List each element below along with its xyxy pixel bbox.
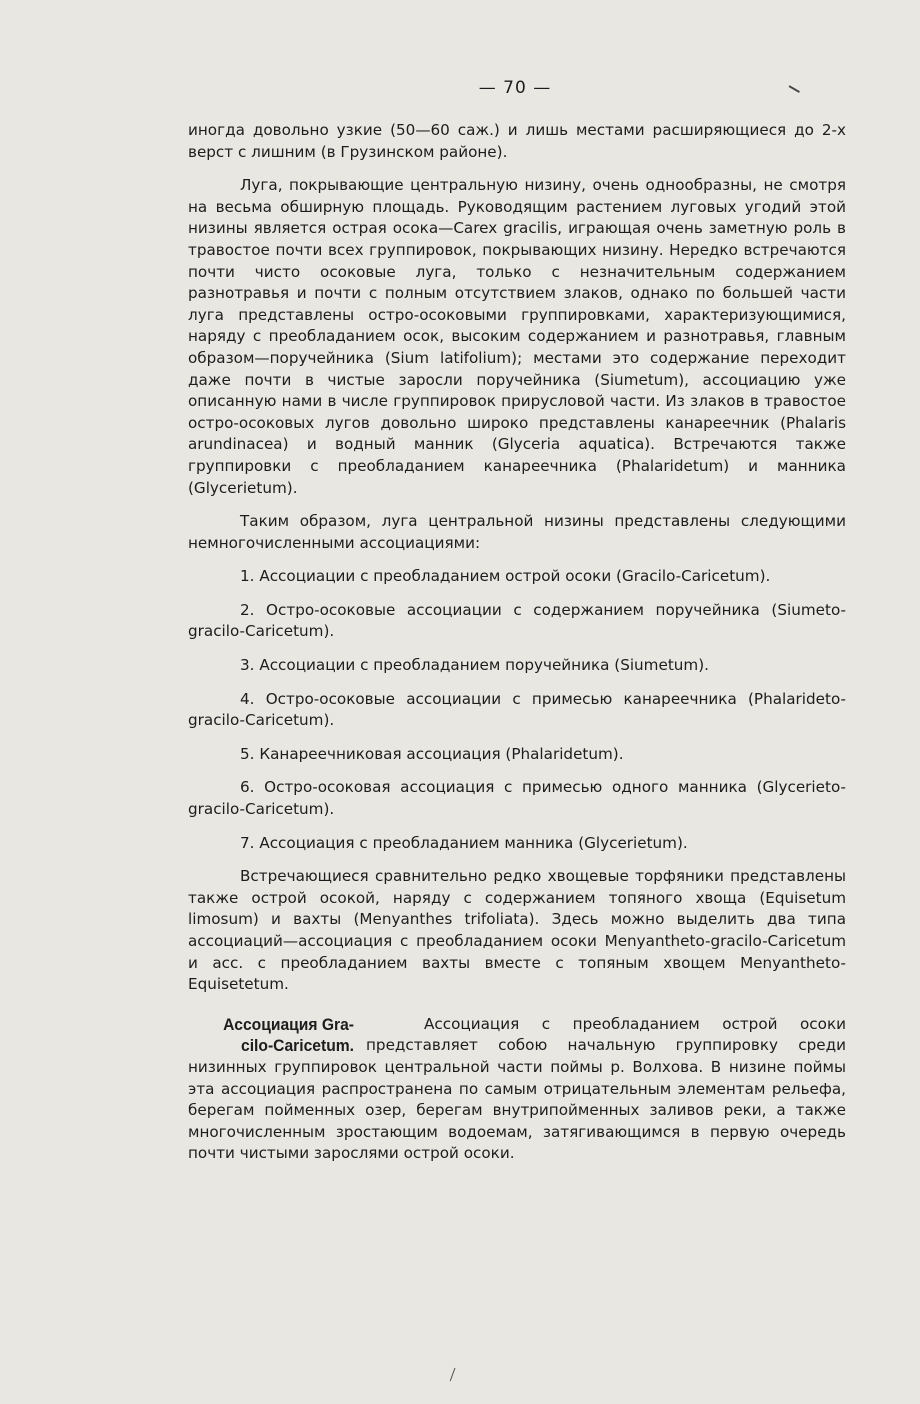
association-item-2: 2. Остро-осоковые ассоциации с содержанием поручейника (Siumeto-gracilo-Caricetum). (188, 600, 846, 641)
stray-mark (450, 1368, 459, 1383)
paragraph-continuation: иногда довольно узкие (50—60 саж.) и лишь местами расширяющиеся до 2-х верст с лишним (в Грузинском районе). (188, 121, 846, 161)
side-heading-line-1: Ассоциация Gra- (223, 1014, 354, 1034)
paragraph-gracilo-caricetum: Ассоциация с преобладанием острой осоки представляет собою начальную группировку среди низинных группировок центральной части поймы р. Волхова. В низине поймы эта ассоциация распространена по самым отрицательным элементам рельефа, берегам пойменных озер, берегам внутрипойменных заливов реки, а также многочисленным зростающим водоемам, затягивающимся в первую очередь почти чистыми зарослями острой осоки. (188, 1014, 846, 1163)
paragraph-meadows: Луга, покрывающие центральную низину, очень однообразны, не смотря на весьма обширную площадь. Руководящим растением луговых угодий этой низины является острая осока—Carex gracilis, играющая очень заметную роль в травостое почти всех группировок, покрывающих низину. Нередко встречаются почти чисто осоковые луга, только с незначительным содержанием разнотравья и почти с полным отсутствием злаков, однако по большей части луга представлены остро-осоковыми группировками, характеризующимися, наряду с преобладанием осок, высоким содержанием и разнотравья, главным образом—поручейника (Sium latifolium); местами это содержание переходит даже почти в чистые заросли поручейника (Siumetum), ассоциацию уже описанную нами в числе группировок прирусловой части. Из злаков в травостое остро-осоковых лугов довольно широко представлены канареечник (Phalaris arundinacea) и водный манник (Glyceria aquatica). Встречаются также группировки с преобладанием канареечника (Phalaridetum) и манника (Glycerietum). (188, 176, 846, 497)
text-body (188, 120, 846, 1177)
side-heading (198, 1014, 354, 1057)
page-number: — 70 — (478, 78, 552, 98)
side-heading-line-2: cilo-Caricetum. (241, 1036, 354, 1056)
association-item-4: 4. Остро-осоковые ассоциации с примесью канареечника (Phalarideto-gracilo-Caricetum). (188, 689, 846, 730)
association-item-6: 6. Остро-осоковая ассоциация с примесью одного манника (Glycerieto-gracilo-Caricetum). (188, 778, 846, 819)
association-item-7: 7. Ассоциация с преобладанием манника (Glycerietum). (240, 833, 688, 852)
association-item-1: 1. Ассоциации с преобладанием острой осоки (Gracilo-Caricetum). (240, 567, 771, 586)
association-item-5: 5. Канареечниковая ассоциация (Phalaridetum). (240, 744, 624, 763)
paragraph-peatlands: Встречающиеся сравнительно редко хвощевые торфяники представлены также острой осокой, наряду с содержанием топяного хвоща (Equisetum limosum) и вахты (Menyanthes trifoliata). Здесь можно выделить два типа ассоциаций—ассоциация с преобладанием осоки Menyantheto-gracilo-Caricetum и асс. с преобладанием вахты вместе с топяным хвощем Menyantheto-Equisetetum. (188, 867, 846, 994)
section-gracilo-caricetum (188, 1014, 846, 1165)
paragraph-summary: Таким образом, луга центральной низины представлены следующими немногочисленными ассоциациями: (188, 512, 846, 552)
association-item-3: 3. Ассоциации с преобладанием поручейника (Siumetum). (240, 656, 709, 675)
